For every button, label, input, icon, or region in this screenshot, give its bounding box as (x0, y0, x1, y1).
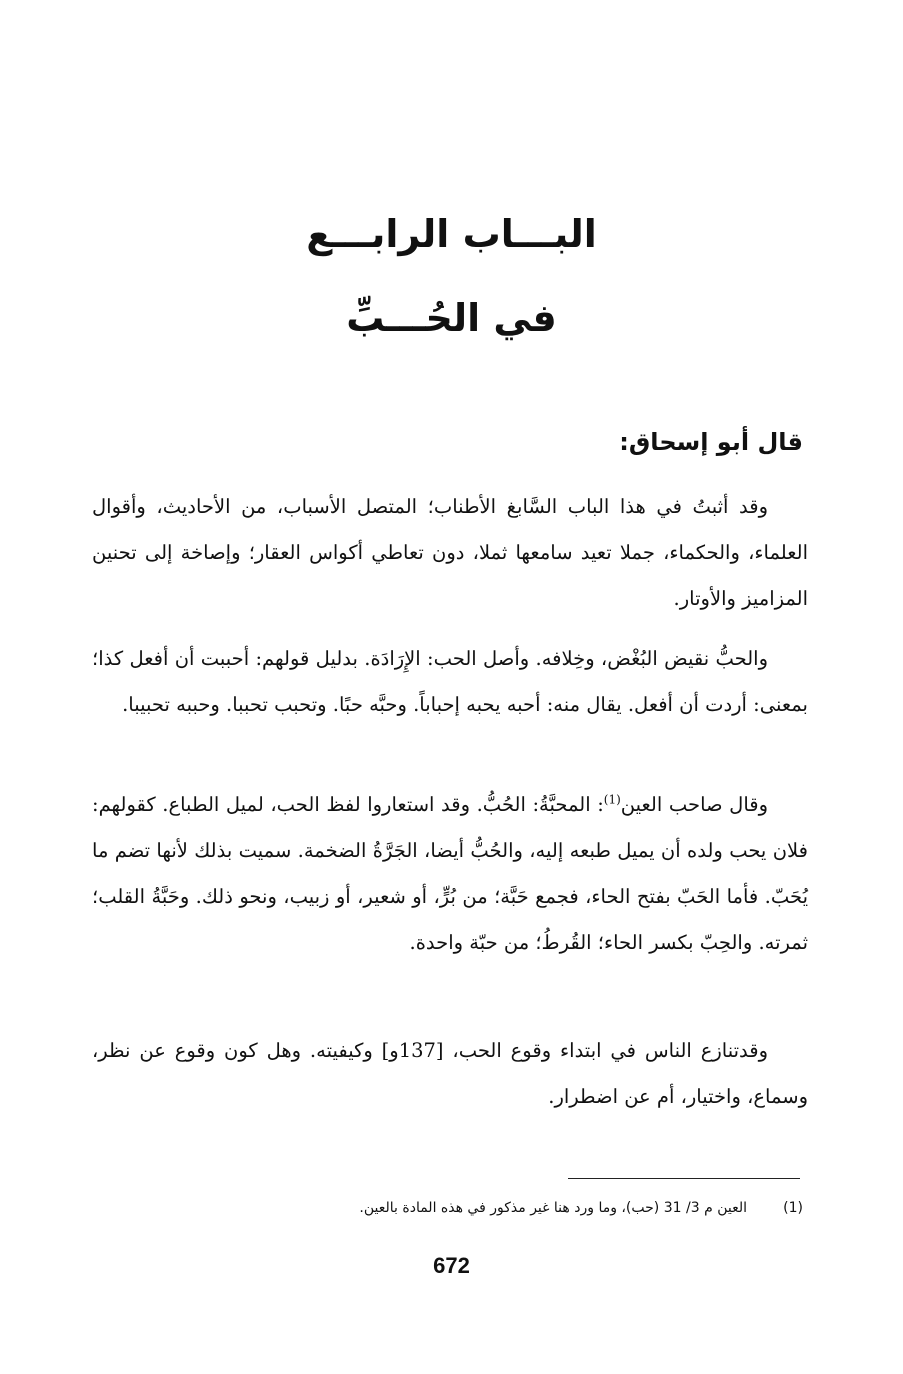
paragraph-2-text: والحبُّ نقيض البُغْض، وخِلافه. وأصل الحب: الإِرَادَة. بدليل قولهم: أحببت أن أفعل كذا؛ بمعنى: أردت أن أفعل. يقال منه: أحبه يحبه إحباباً. وحبَّه حبًا. وتحبب تحببا. وحببه تحبيبا. (92, 647, 808, 716)
paragraph-1-text: وقد أثبتُ في هذا الباب السَّابغ الأطناب؛ المتصل الأسباب، من الأحاديث، وأقوال العلماء، والحكماء، جملا تعيد سامعها ثملا، دون تعاطي أكواس العقار؛ وإصاخة إلى تحنين المزاميز والأوتار. (92, 495, 808, 610)
paragraph-3-continuation: : المحبَّةُ: الحُبُّ. وقد استعاروا لفظ الحب، لميل (225, 793, 604, 816)
paragraph-4-text: وقدتنازع الناس في ابتداء وقوع الحب، [137و] وكيفيته. وهل كون وقوع عن نظر، وسماع، واختيار، أم عن اضطرار. (92, 1039, 808, 1108)
footnote-text: العين م 3/ 31 (حب)، وما ورد هنا غير مذكور في هذه المادة بالعين. (359, 1200, 747, 1216)
paragraph-3 (92, 782, 808, 966)
page-number: 672 (433, 1253, 470, 1278)
footnote-divider (568, 1178, 800, 1179)
paragraph-1 (92, 484, 808, 622)
paragraph-4 (92, 1028, 808, 1120)
chapter-subtitle: في الحُـــبِّ (346, 296, 557, 340)
chapter-title: البـــاب الرابـــع (306, 212, 597, 256)
footnote-number: (1) (783, 1200, 803, 1216)
footnote-reference[interactable]: (1) (603, 792, 621, 807)
paragraph-3-text: الطباع. كقولهم: فلان يحب ولده أن يميل طبعه إليه، والحُبُّ أيضا، الجَرَّةُ الضخمة. سميت بذلك لأنها تضم ما يُحَبّ. فأما الحَبّ بفتح الحاء، فجمع حَبَّة؛ من بُرٍّ، أو شعير، أو زبيب، ونحو ذلك. وحَبَّةُ القلب؛ ثمرته. والحِبّ بكسر الحاء؛ القُرطُ؛ من حبّة واحدة. (92, 793, 808, 954)
paragraph-2 (92, 636, 808, 728)
speaker-heading: قال أبو إسحاق: (619, 428, 803, 456)
footnote (95, 1194, 803, 1222)
paragraph-3-lead: وقال صاحب العين (620, 793, 769, 816)
